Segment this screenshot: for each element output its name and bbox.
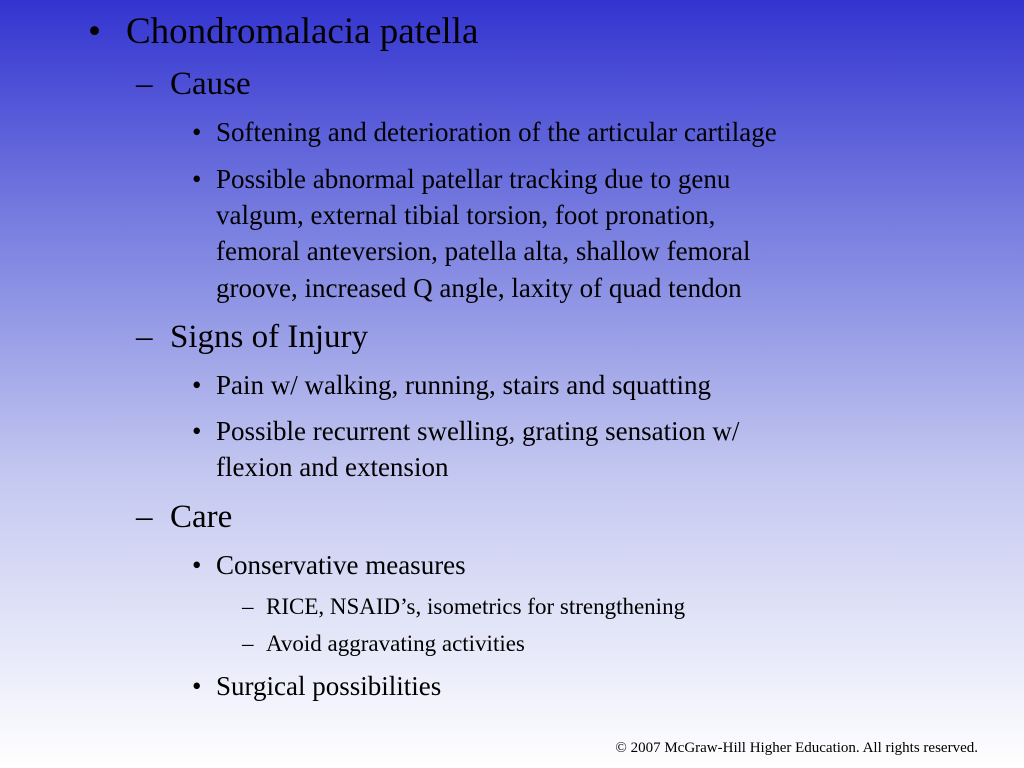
cause-bullet-1: Softening and deterioration of the articular cartilage (216, 117, 777, 147)
cause-bullet-2-line-4: groove, increased Q angle, laxity of quad tendon (216, 273, 742, 303)
section-heading-care: Care (170, 499, 233, 535)
care-sub-bullet-1: RICE, NSAID’s, isometrics for strengthening (266, 594, 686, 619)
care-bullet-2: Surgical possibilities (216, 671, 442, 701)
cause-bullet-2-line-2: valgum, external tibial torsion, foot pronation, (216, 200, 716, 230)
signs-bullet-2-line-1: Possible recurrent swelling, grating sensation w/ (216, 416, 740, 446)
bullet-marker: • (192, 164, 202, 194)
cause-bullet-2-line-1: Possible abnormal patellar tracking due to genu (216, 164, 731, 194)
care-bullet-1: Conservative measures (216, 550, 466, 580)
section-heading-cause: Cause (170, 66, 251, 102)
care-sub-bullet-2: Avoid aggravating activities (266, 631, 525, 656)
signs-bullet-1: Pain w/ walking, running, stairs and squatting (216, 370, 711, 400)
sub-dash-marker: – (242, 594, 254, 619)
slide-title: Chondromalacia patella (126, 11, 479, 52)
bullet-marker: • (192, 117, 202, 147)
cause-bullet-2-line-3: femoral anteversion, patella alta, shallow femoral (216, 236, 751, 266)
bullet-marker: • (192, 671, 202, 701)
cause-dash-marker: – (136, 66, 153, 102)
copyright-notice: © 2007 McGraw-Hill Higher Education. All rights reserved. (615, 740, 978, 756)
bullet-marker: • (192, 370, 202, 400)
care-dash-marker: – (136, 499, 153, 535)
section-heading-signs: Signs of Injury (170, 319, 368, 355)
bullet-marker: • (192, 416, 202, 446)
title-bullet-marker: • (88, 11, 101, 52)
signs-dash-marker: – (136, 319, 153, 355)
sub-dash-marker: – (242, 631, 254, 656)
signs-bullet-2-line-2: flexion and extension (216, 452, 449, 482)
bullet-marker: • (192, 550, 202, 580)
